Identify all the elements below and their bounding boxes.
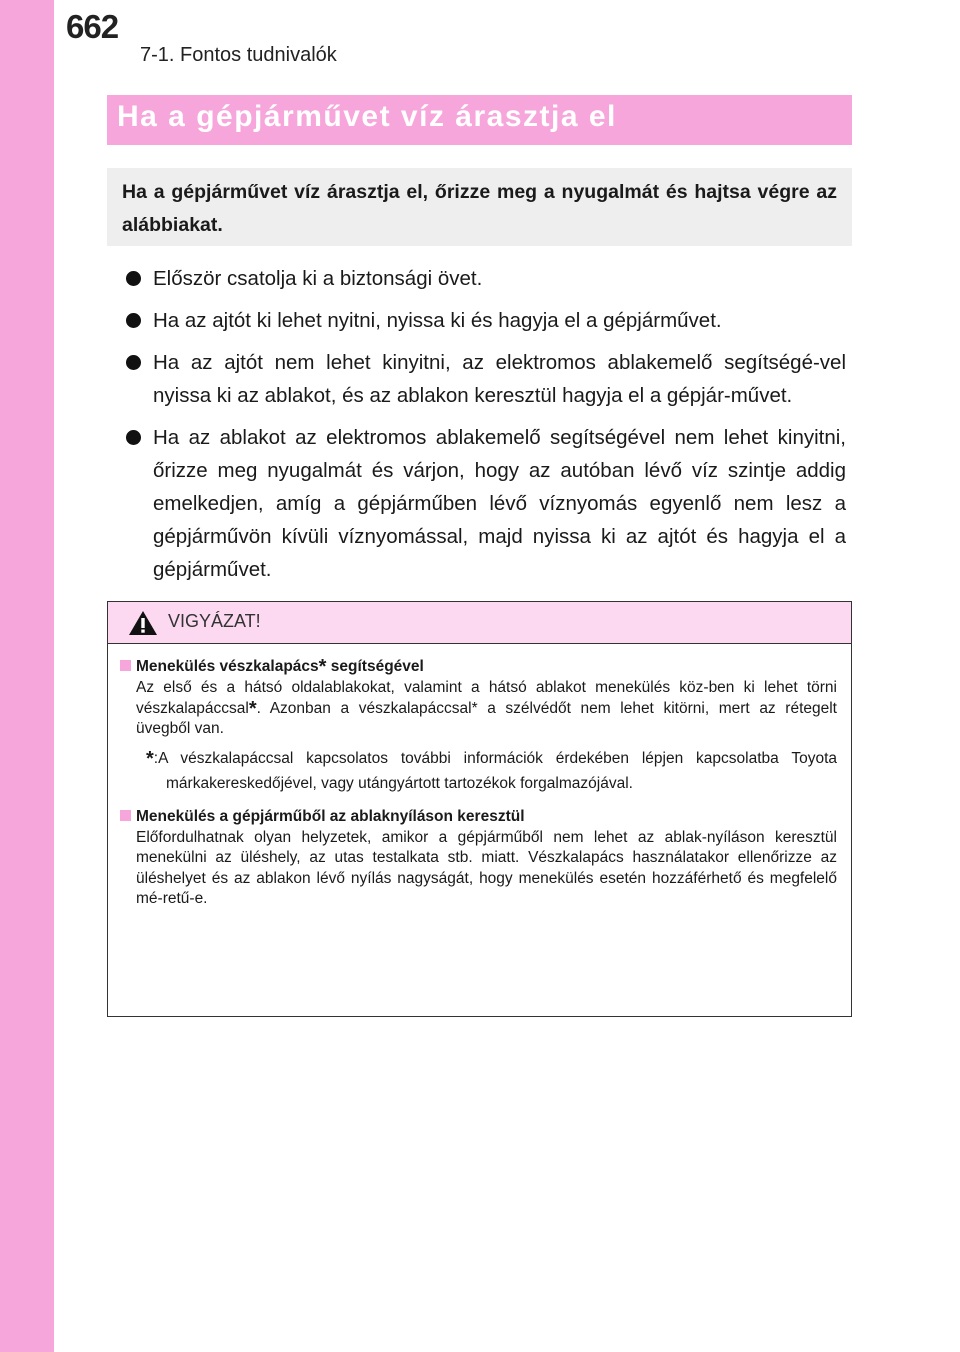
list-item [124,262,846,295]
list-item [124,346,846,412]
warning-triangle-icon [128,610,158,636]
title-band [107,95,852,145]
warning-section-text: Előfordulhatnak olyan helyzetek, amikor a gépjárműből nem lehet az ablak-nyíláson keresztül menekülni az üléshely, az utas testalkata stb. miatt. Vészkalapács használatakor ellenőrizze az üléshelyet és az ablakon lévő nyílás nagyságát, hogy menekülés esetén hozzáférhető és megfelelő mé-retű-e. [136,828,837,907]
asterisk-mark: * [146,747,154,770]
page-title: Ha a gépjárművet víz árasztja el [117,100,617,133]
section-title: 7-1. Fontos tudnivalók [140,44,337,66]
warning-header [108,602,851,644]
asterisk-mark: * [318,656,327,678]
bullet-icon [126,355,141,370]
square-bullet-icon [120,810,131,821]
warning-section-heading: Menekülés a gépjárműből az ablaknyíláson keresztül [120,806,837,828]
list-item-text: Először csatolja ki a biztonsági övet. [153,267,483,290]
list-item-text: Ha az ablakot az elektromos ablakemelő segítségével nem lehet kinyitni, őrizze meg nyugalmát és várjon, hogy az autóban lévő víz szintje addig emelkedjen, amíg a gépjárműben lévő víznyomás egyenlő nem lesz a gépjárművön kívüli víznyomással, majd nyissa ki az ajtót és hagyja el a gépjárművet. [153,426,846,581]
warning-section-text: Az első és a hátsó oldalablakokat, valamint a hátsó ablakot menekülés köz-ben ki lehet törni vészkalapáccsal*. Azonban a vészkalapáccsal* a szélvédőt nem lehet kitörni, mert az rétegelt üvegből van. [136,679,837,737]
bullet-icon [126,313,141,328]
warning-section-heading: Menekülés vészkalapács* segítségével [120,656,837,678]
warning-box [107,601,852,1017]
square-bullet-icon [120,660,131,671]
footnote: *:A vészkalapáccsal kapcsolatos további információk érdekében lépjen kapcsolatba Toyota márkakereskedőjével, vagy utángyártott tartozékok forgalmazójával. [146,747,837,792]
bullet-icon [126,430,141,445]
bullet-list [124,262,846,595]
warning-body [108,644,851,910]
list-item-text: Ha az ajtót nem lehet kinyitni, az elektromos ablakemelő segítségé-vel nyissa ki az ablakot, és az ablakon keresztül hagyja el a gépjár-művet. [153,351,846,407]
bullet-icon [126,271,141,286]
list-item [124,421,846,586]
intro-box: Ha a gépjárművet víz árasztja el, őrizze meg a nyugalmát és hajtsa végre az alábbiakat. [107,168,852,246]
page-number: 662 [66,8,119,45]
asterisk-mark: * [248,697,257,720]
side-tab-bar [0,0,54,1352]
warning-label: VIGYÁZAT! [168,611,261,631]
list-item-text: Ha az ajtót ki lehet nyitni, nyissa ki és hagyja el a gépjárművet. [153,309,722,332]
list-item [124,304,846,337]
